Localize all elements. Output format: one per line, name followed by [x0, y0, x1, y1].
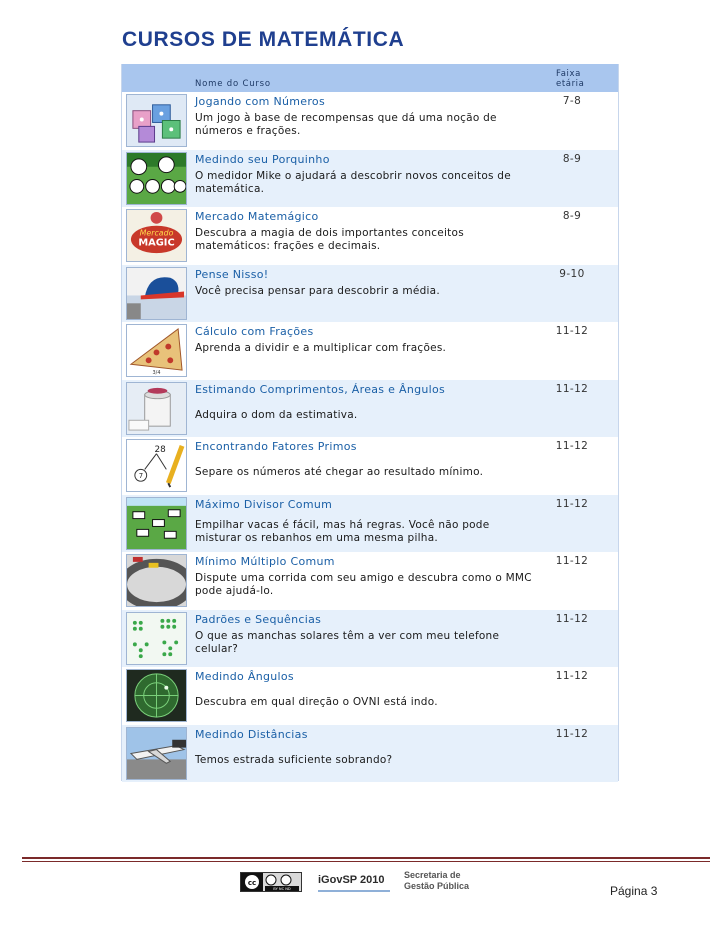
- svg-text:cc: cc: [247, 879, 257, 887]
- course-row: [122, 610, 618, 668]
- svg-text:28: 28: [154, 444, 166, 455]
- course-age-range: 11-12: [555, 727, 589, 740]
- radar-icon[interactable]: [126, 669, 187, 722]
- svg-text:Mercado: Mercado: [139, 228, 174, 238]
- course-row: [122, 92, 618, 150]
- pizza-icon[interactable]: [126, 324, 187, 377]
- course-age-range: 11-12: [555, 612, 589, 625]
- secretaria-line1: Secretaria de: [404, 870, 461, 880]
- cows-icon[interactable]: [126, 497, 187, 550]
- igov-logo: iGovSP 2010: [318, 874, 385, 886]
- svg-text:7: 7: [138, 472, 144, 481]
- dice-icon[interactable]: [126, 94, 187, 147]
- dot-patterns-icon[interactable]: [126, 612, 187, 665]
- course-age-range: 11-12: [555, 382, 589, 395]
- course-age-range: 11-12: [555, 555, 589, 567]
- course-row: [122, 265, 618, 323]
- secretaria-logo: [404, 870, 469, 892]
- course-title[interactable]: Pense Nisso!: [195, 267, 269, 281]
- footer-divider: [22, 857, 710, 859]
- course-title[interactable]: Medindo Ângulos: [195, 670, 294, 683]
- header-age-line1: Faixa: [556, 69, 581, 79]
- course-title[interactable]: Medindo Distâncias: [195, 727, 308, 741]
- airplane-icon[interactable]: [126, 727, 187, 780]
- course-description: Aprenda a dividir e a multiplicar com frações.: [195, 342, 447, 354]
- course-row: [122, 437, 618, 495]
- course-table: [121, 64, 619, 781]
- course-title[interactable]: Jogando com Números: [195, 95, 325, 108]
- cc-badge-text: BY NC ND: [273, 887, 291, 891]
- course-title[interactable]: Máximo Divisor Comum: [195, 497, 333, 511]
- course-description: Um jogo à base de recompensas que dá uma noção de números e frações.: [195, 112, 497, 137]
- course-row: [122, 207, 618, 265]
- table-header: [122, 64, 618, 92]
- course-title[interactable]: Mínimo Múltiplo Comum: [195, 555, 335, 568]
- course-description: Descubra em qual direção o OVNI está indo.: [195, 696, 438, 708]
- course-row: [122, 552, 618, 610]
- course-description: Temos estrada suficiente sobrando?: [195, 753, 393, 766]
- svg-text:3/4: 3/4: [152, 370, 161, 376]
- course-age-range: 8-9: [562, 210, 582, 222]
- course-age-range: 11-12: [555, 325, 589, 337]
- course-description: Empilhar vacas é fácil, mas há regras. Você não pode misturar os rebanhos em uma mesma pilha.: [195, 518, 490, 544]
- course-title[interactable]: Mercado Matemágico: [195, 210, 319, 223]
- course-description: Você precisa pensar para descobrir a média.: [195, 284, 440, 297]
- footer-divider-thin: [22, 861, 710, 862]
- factor-tree-icon[interactable]: [126, 439, 187, 492]
- course-title[interactable]: Cálculo com Frações: [195, 325, 314, 338]
- page-number: Página 3: [610, 884, 658, 898]
- course-title[interactable]: Encontrando Fatores Primos: [195, 440, 357, 453]
- page-title: CURSOS DE MATEMÁTICA: [122, 28, 405, 51]
- course-row: [122, 380, 618, 438]
- course-description: Adquira o dom da estimativa.: [195, 408, 358, 421]
- header-course-name: Nome do Curso: [195, 79, 271, 89]
- course-description: Separe os números até chegar ao resultado mínimo.: [195, 466, 484, 478]
- svg-text:MAGIC: MAGIC: [138, 237, 175, 249]
- course-description: O medidor Mike o ajudará a descobrir novos conceitos de matemática.: [195, 169, 511, 195]
- course-row: [122, 495, 618, 553]
- course-title[interactable]: Estimando Comprimentos, Áreas e Ângulos: [195, 382, 446, 396]
- course-title[interactable]: Padrões e Sequências: [195, 612, 322, 626]
- igov-logo-underline: [318, 890, 390, 892]
- cap-icon[interactable]: [126, 267, 187, 320]
- course-age-range: 7-8: [562, 95, 582, 107]
- course-age-range: 11-12: [555, 497, 589, 510]
- course-age-range: 11-12: [555, 670, 589, 682]
- secretaria-line2: Gestão Pública: [404, 881, 470, 891]
- course-row: [122, 322, 618, 380]
- magic-market-logo-icon[interactable]: [126, 209, 187, 262]
- course-age-range: 8-9: [562, 152, 582, 165]
- course-title[interactable]: Medindo seu Porquinho: [195, 152, 330, 166]
- course-row: [122, 150, 618, 208]
- creative-commons-badge: [240, 872, 302, 892]
- course-age-range: 9-10: [559, 267, 585, 280]
- race-track-icon[interactable]: [126, 554, 187, 607]
- course-age-range: 11-12: [555, 440, 589, 452]
- soccer-balls-icon[interactable]: [126, 152, 187, 205]
- course-row: [122, 667, 618, 725]
- course-row: [122, 725, 618, 783]
- course-description: Descubra a magia de dois importantes conceitos matemáticos: frações e decimais.: [195, 227, 464, 252]
- header-age-range: [556, 69, 596, 89]
- course-description: O que as manchas solares têm a ver com meu telefone celular?: [195, 629, 500, 655]
- paper-roll-icon[interactable]: [126, 382, 187, 435]
- header-age-line2: etária: [556, 79, 585, 89]
- course-description: Dispute uma corrida com seu amigo e descubra como o MMC pode ajudá-lo.: [195, 572, 532, 597]
